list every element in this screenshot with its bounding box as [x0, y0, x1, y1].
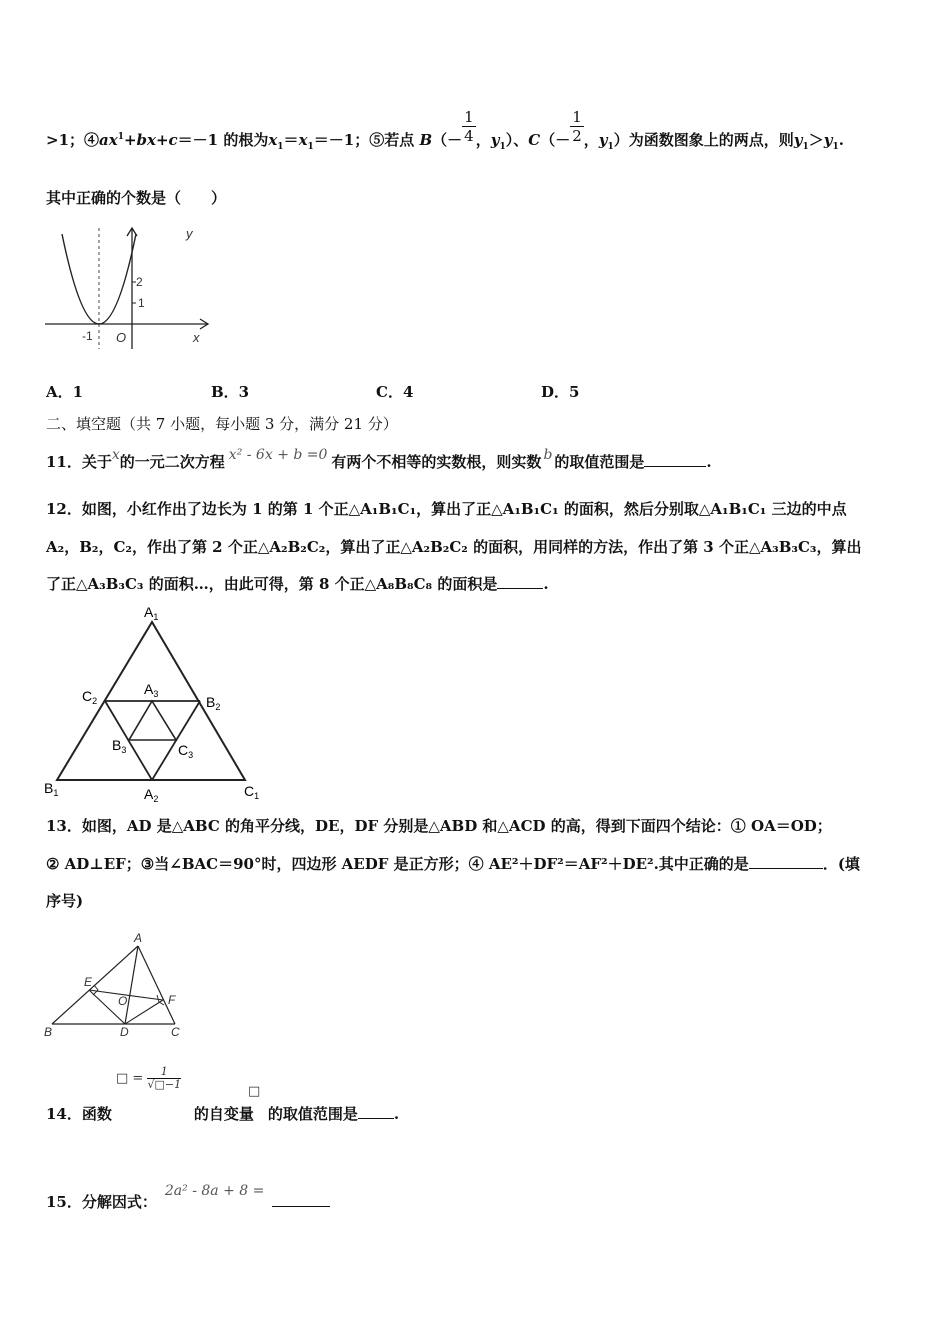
section-title: 二、填空题（共 7 小题，每小题 3 分，满分 21 分）	[46, 415, 398, 433]
label-b2: $B_2$	[206, 694, 221, 712]
label-a3: $A_3$	[144, 681, 159, 699]
point-b: B	[419, 131, 433, 149]
bisector-figure	[40, 928, 190, 1040]
label-c2: $C_2$	[82, 688, 98, 706]
q12-answer-blank[interactable]	[497, 574, 543, 589]
choice-b[interactable]: B．3	[211, 383, 250, 401]
q14-line: 14．函数 的自变量 的取值范围是 .	[46, 1105, 400, 1123]
choice-a[interactable]: A．1	[46, 383, 84, 401]
label-1: 1	[138, 296, 145, 310]
q12-line1: 12．如图，小红作出了边长为 1 的第 1 个正△A₁B₁C₁，算出了正△A₁B₁C₁ 的面积，然后分别取△A₁B₁C₁ 三边的中点	[46, 500, 847, 518]
q13-line3: 序号)	[46, 892, 84, 910]
q15-expression: 2a² - 8a + 8 =	[164, 1183, 265, 1199]
label-c1: $C_1$	[244, 783, 260, 801]
label-a: A	[134, 931, 143, 945]
label-a1: $A_1$	[144, 604, 159, 622]
label-e: E	[84, 975, 93, 989]
side-ab	[52, 946, 138, 1024]
segment-df	[125, 1000, 163, 1024]
label-b: B	[44, 1025, 53, 1039]
triangle-a3b3c3	[129, 701, 176, 740]
label-x: x	[193, 330, 200, 345]
label-y: y	[186, 226, 193, 241]
label-2: 2	[136, 275, 143, 289]
label-neg1: -1	[82, 329, 93, 343]
q13-answer-blank[interactable]	[749, 854, 823, 869]
q14-formula: □ = $\frac{1}{√□-1}$	[116, 1065, 182, 1091]
q12-line2: A₂，B₂，C₂，作出了第 2 个正△A₂B₂C₂，算出了正△A₂B₂C₂ 的面积，用同样的方法，作出了第 3 个正△A₃B₃C₃，算出	[46, 538, 862, 556]
label-origin: O	[116, 330, 127, 345]
q14-variable-box: □	[248, 1084, 261, 1099]
point-c: C	[528, 131, 541, 149]
q15-answer-blank[interactable]	[272, 1192, 330, 1207]
q11-answer-blank[interactable]	[644, 452, 706, 467]
fraction-one-quarter: $\frac{1}{4}$	[464, 107, 474, 145]
q10-question: 其中正确的个数是（ ）	[46, 189, 227, 207]
label-c: C	[171, 1025, 180, 1039]
q13-line1: 13．如图，AD 是△ABC 的角平分线，DE，DF 分别是△ABD 和△ACD 的高，得到下面四个结论：① OA＝OD；	[46, 817, 832, 835]
q11-line: 11．关于x的一元二次方程 x² - 6x + b =0 有两个不相等的实数根，则实数 b 的取值范围是 .	[46, 447, 712, 471]
fraction-one-half: $\frac{1}{2}$	[572, 107, 582, 145]
label-o: O	[118, 994, 128, 1008]
choice-c[interactable]: C．4	[376, 383, 414, 401]
label-b1: $B_1$	[44, 780, 59, 798]
segment-ad	[125, 946, 138, 1024]
label-d: D	[120, 1025, 129, 1039]
label-b3: $B_3$	[112, 737, 127, 755]
q13-line2: ② AD⊥EF；③当∠BAC＝90°时，四边形 AEDF 是正方形；④ AE²＋DF²＝AF²＋DE².其中正确的是 ．(填	[46, 855, 860, 873]
choice-d[interactable]: D．5	[541, 383, 580, 401]
q14-answer-blank[interactable]	[358, 1104, 394, 1119]
q10-statement-line: >1；$④ax^1+bx+c=-1$ 的根为$x_1=x_1=-1$；⑤若点 B（－ $\frac{1}{4}$ ，$y_1$）、C（－ $\frac{1}{2}$ ，$y_1$）为函数图象上的两点，则$y_1>y_1$.	[46, 107, 844, 152]
label-c3: $C_3$	[178, 742, 194, 760]
parabola-graph	[40, 224, 215, 354]
label-a2: $A_2$	[144, 786, 159, 804]
nested-triangles-figure	[40, 600, 270, 805]
label-f: F	[168, 993, 176, 1007]
q15-line: 15．分解因式：2a² - 8a + 8 =	[46, 1192, 330, 1213]
q11-equation: x² - 6x + b =0	[228, 447, 328, 463]
q12-line3: 了正△A₃B₃C₃ 的面积…，由此可得，第 8 个正△A₈B₈C₈ 的面积是 .	[46, 575, 549, 593]
